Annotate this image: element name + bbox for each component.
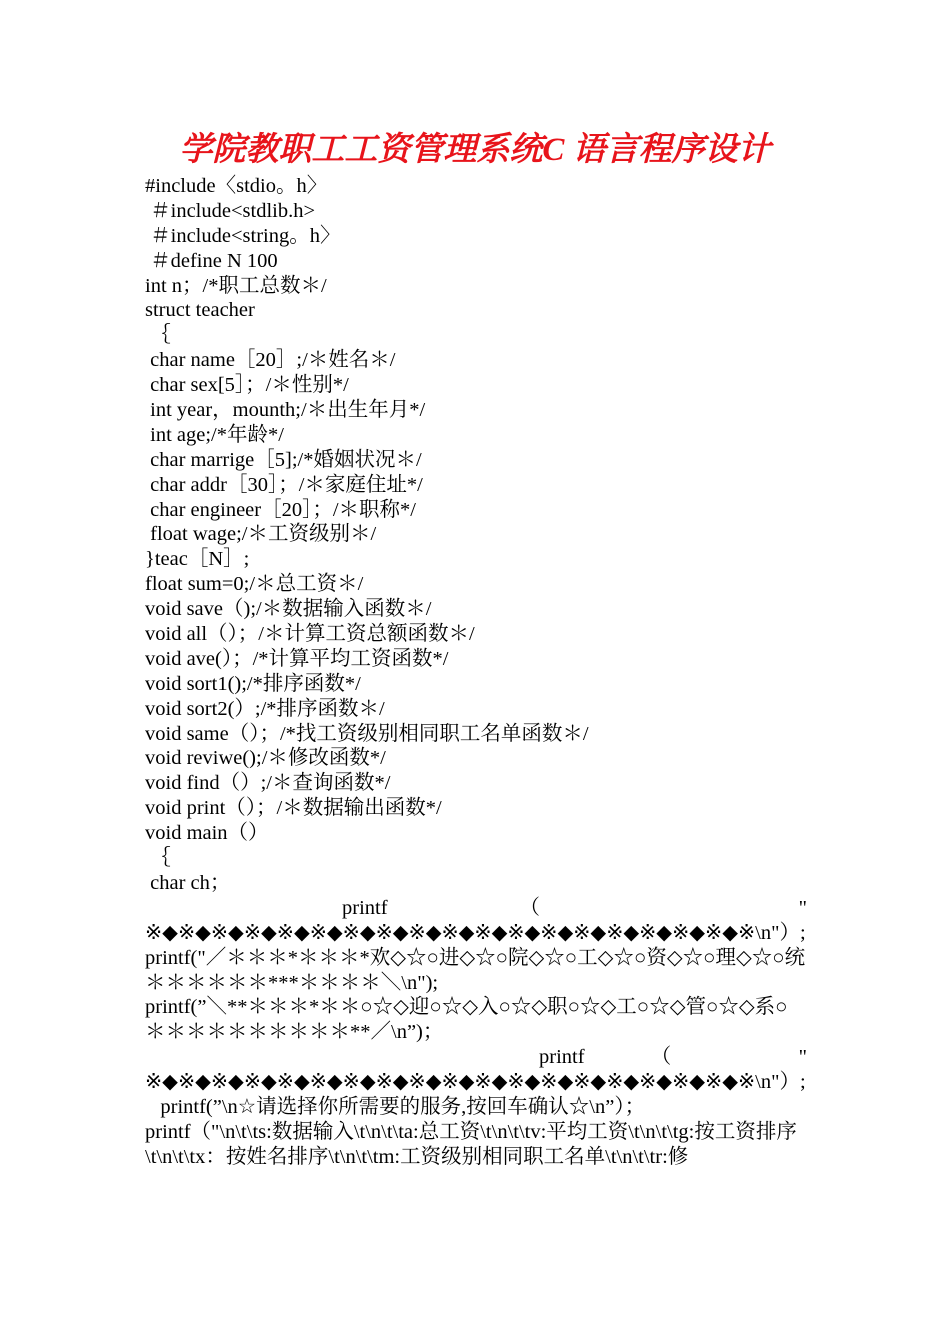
code-line: char marrige［5];/*婚姻状况＊/ [145, 448, 422, 471]
code-line: float sum=0;/＊总工资＊/ [145, 573, 364, 596]
printf-keyword: printf [342, 896, 388, 919]
code-line: ｛ [145, 324, 171, 347]
printf-keyword: printf [539, 1046, 585, 1069]
printf-banner-4-head [145, 1045, 807, 1070]
code-line: int year，mounth;/＊出生年月*/ [145, 399, 426, 422]
code-line: char sex[5］；/＊性别*/ [145, 374, 349, 397]
code-line: ＃define N 100 [145, 249, 278, 272]
code-line: void find（）;/＊查询函数*/ [145, 772, 391, 795]
printf-prompt: printf(”\n☆请选择你所需要的服务,按回车确认☆\n”）； [145, 1096, 646, 1119]
code-line: void same（）；/*找工资级别相同职工名单函数＊/ [145, 722, 589, 745]
code-body [145, 174, 807, 1170]
printf-banner-2: printf("／＊＊＊*＊＊＊*欢◇☆○进◇☆○院◇☆○工◇☆○资◇☆○理◇☆○统＊＊＊＊＊＊***＊＊＊＊＼\n"); [145, 946, 806, 994]
code-line: }teac［N］; [145, 548, 250, 571]
code-line: void print（）；/＊数据输出函数*/ [145, 797, 442, 820]
code-line: char addr［30］；/＊家庭住址*/ [145, 473, 423, 496]
code-line: ＃include<string。h〉 [145, 224, 341, 247]
printf-menu: printf（"\n\t\ts:数据输入\t\n\t\ta:总工资\t\n\t\tv:平均工资\t\n\t\tg:按工资排序\t\n\t\tx：按姓名排序\t\n\t\tm:工资级别相同职工名单\t\n\t\tr:修 [145, 1120, 797, 1168]
code-line: struct teacher [145, 299, 255, 322]
code-line: int age;/*年龄*/ [145, 423, 284, 446]
paren-open: （ [519, 896, 667, 919]
printf-banner-1-head [145, 896, 807, 921]
quote-mark: " [798, 896, 808, 919]
code-line: void ave(）；/*计算平均工资函数*/ [145, 647, 449, 670]
printf-banner-3: printf(”＼**＊＊＊*＊＊○☆◇迎○☆◇入○☆◇职○☆◇工○☆◇管○☆◇系○＊＊＊＊＊＊＊＊＊＊**／\n”)； [145, 996, 788, 1044]
document-title: 学院教职工工资管理系统C 语言程序设计 [179, 132, 771, 168]
code-line: char name［20］;/＊姓名＊/ [145, 349, 396, 372]
code-line: void reviwe();/＊修改函数*/ [145, 747, 386, 770]
quote-mark: " [798, 1046, 807, 1069]
code-line: ＃include<stdlib.h> [145, 199, 316, 222]
code-line: void save（);/＊数据输入函数＊/ [145, 598, 432, 621]
code-line: int n；/*职工总数＊/ [145, 274, 327, 297]
code-line: ｛ [145, 847, 171, 870]
printf-banner-1-body: ※◆※◆※◆※◆※◆※◆※◆※◆※◆※◆※◆※◆※◆※◆※◆※◆※◆※◆※\n"）; [145, 921, 806, 944]
code-line: void main（） [145, 822, 269, 845]
code-line: void sort1();/*排序函数*/ [145, 672, 361, 695]
code-line: float wage;/＊工资级别＊/ [145, 523, 377, 546]
code-line: char ch； [145, 871, 231, 894]
code-line: void sort2(）;/*排序函数＊/ [145, 697, 385, 720]
code-line: #include〈stdio。h〉 [145, 175, 328, 197]
code-line: char engineer［20］；/＊职称*/ [145, 498, 416, 521]
code-line: void all（）；/＊计算工资总额函数＊/ [145, 623, 475, 646]
printf-banner-4-body: ※◆※◆※◆※◆※◆※◆※◆※◆※◆※◆※◆※◆※◆※◆※◆※◆※◆※◆※\n"）; [145, 1071, 806, 1094]
paren-open: （ [650, 1046, 733, 1069]
